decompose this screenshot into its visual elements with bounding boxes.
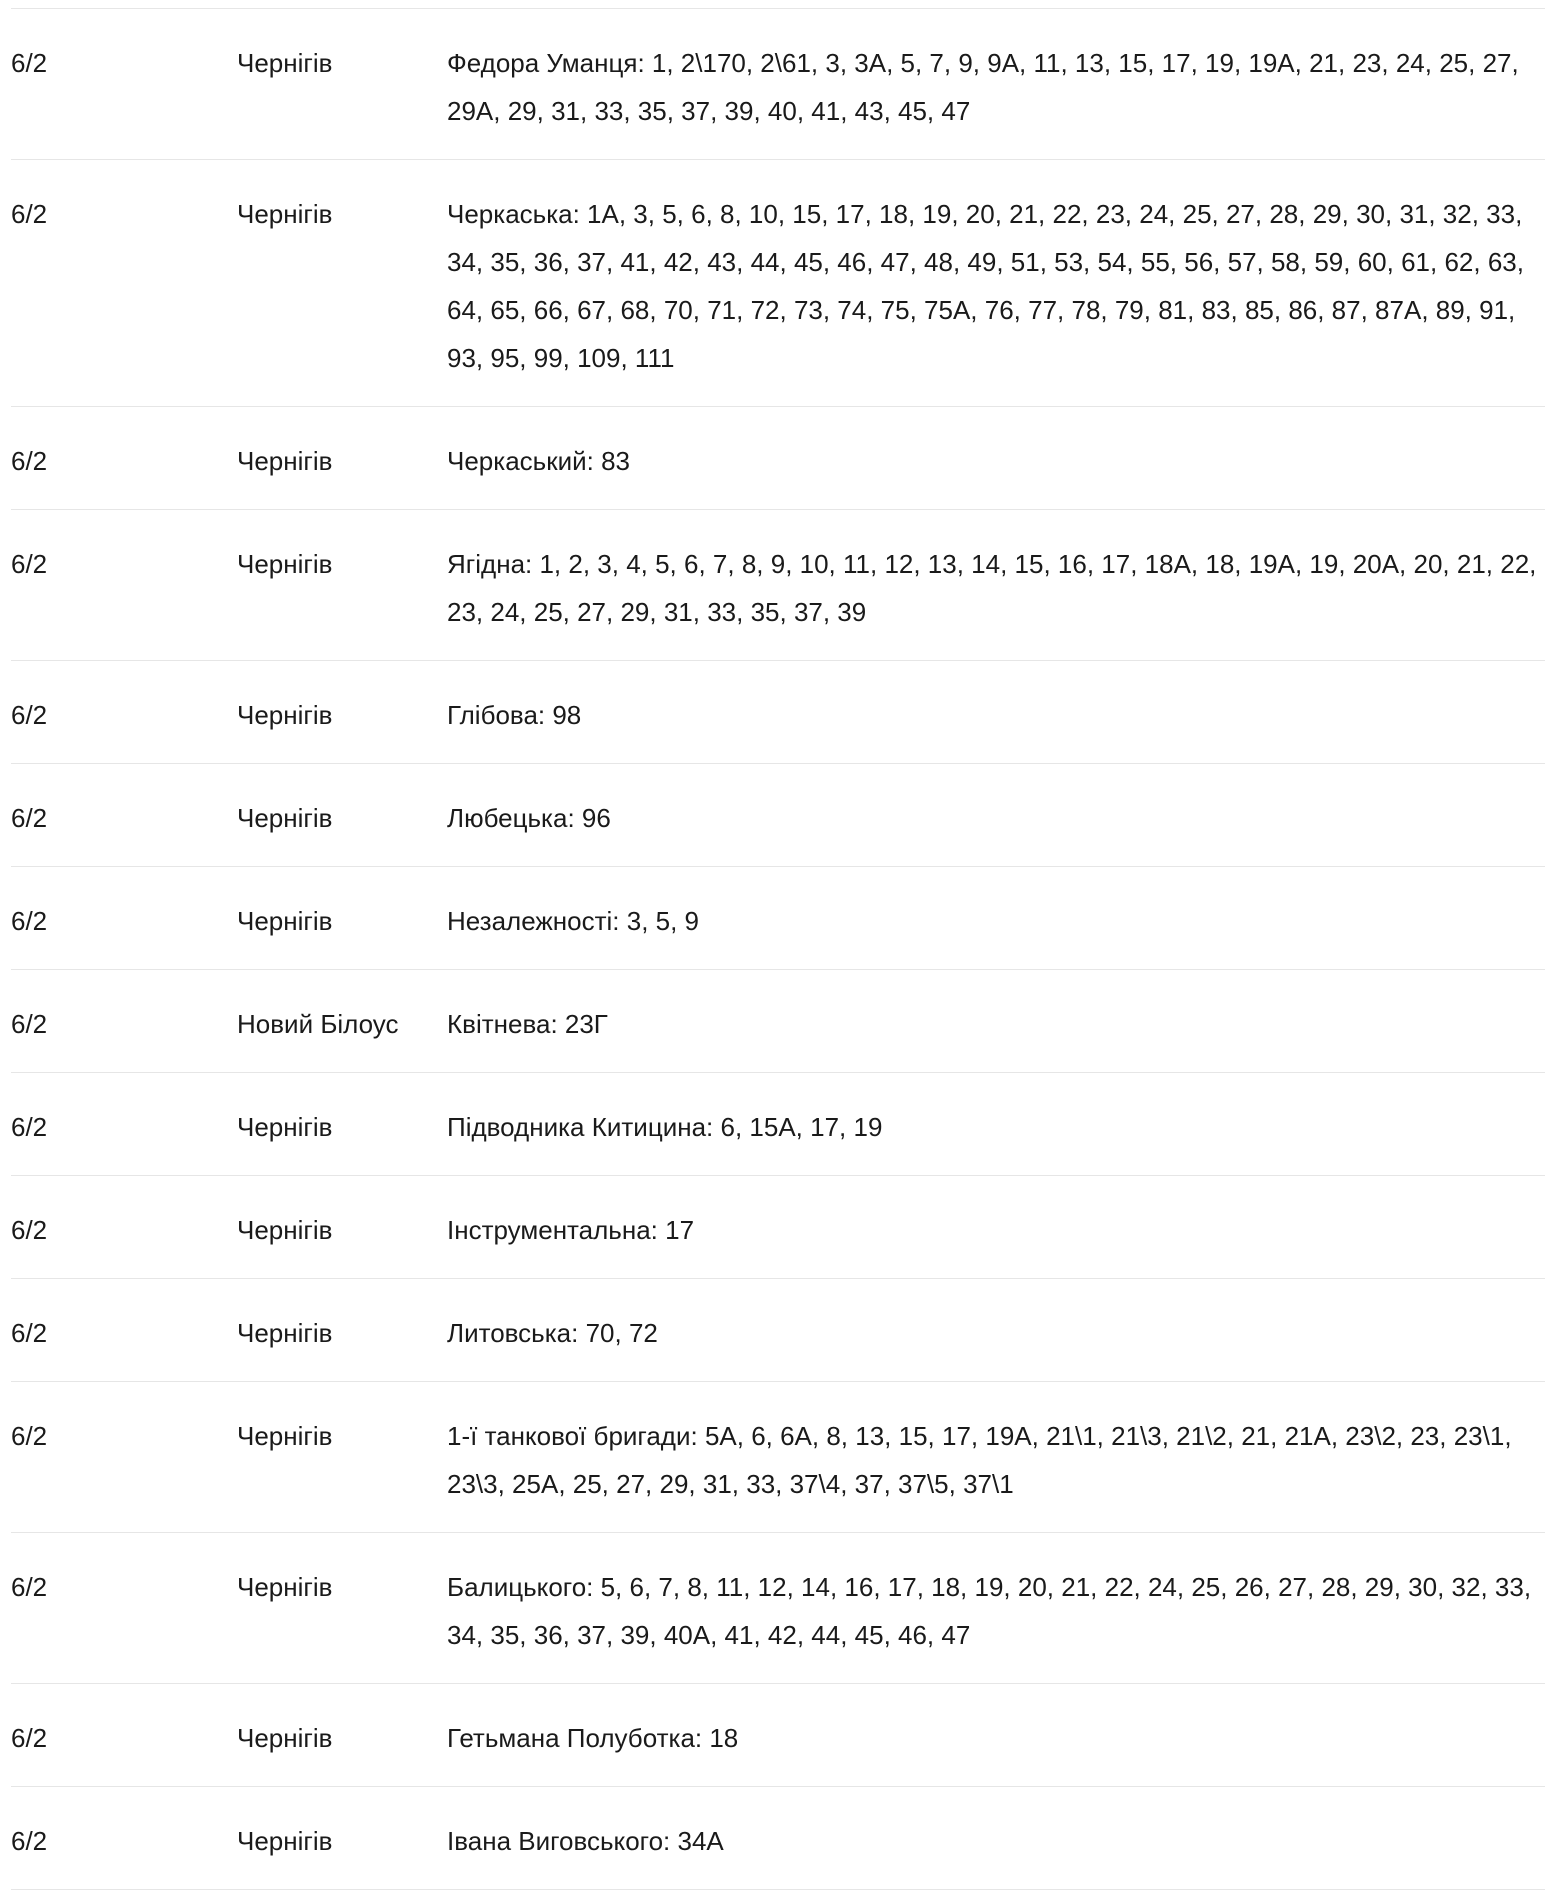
queue-cell: 6/2 — [11, 661, 237, 764]
queue-cell: 6/2 — [11, 764, 237, 867]
city-cell: Чернігів — [237, 1176, 447, 1279]
addresses-cell: Черкаський: 83 — [447, 407, 1545, 510]
city-cell: Чернігів — [237, 661, 447, 764]
table-row — [11, 764, 1545, 867]
table-row — [11, 1382, 1545, 1533]
table-row — [11, 970, 1545, 1073]
queue-cell: 6/2 — [11, 1176, 237, 1279]
table-row — [11, 867, 1545, 970]
queue-cell: 6/2 — [11, 1533, 237, 1684]
city-cell: Новий Білоус — [237, 970, 447, 1073]
city-cell: Чернігів — [237, 764, 447, 867]
outage-schedule-table — [11, 8, 1545, 1890]
addresses-cell: Глібова: 98 — [447, 661, 1545, 764]
queue-cell: 6/2 — [11, 970, 237, 1073]
table-row — [11, 1533, 1545, 1684]
table-row — [11, 407, 1545, 510]
city-cell: Чернігів — [237, 510, 447, 661]
city-cell: Чернігів — [237, 9, 447, 160]
table-row — [11, 1787, 1545, 1890]
addresses-cell: Івана Виговського: 34А — [447, 1787, 1545, 1890]
queue-cell: 6/2 — [11, 1073, 237, 1176]
addresses-cell: Литовська: 70, 72 — [447, 1279, 1545, 1382]
table-row — [11, 510, 1545, 661]
city-cell: Чернігів — [237, 407, 447, 510]
table-row — [11, 1073, 1545, 1176]
queue-cell: 6/2 — [11, 1382, 237, 1533]
addresses-cell: Гетьмана Полуботка: 18 — [447, 1684, 1545, 1787]
city-cell: Чернігів — [237, 1787, 447, 1890]
city-cell: Чернігів — [237, 1073, 447, 1176]
addresses-cell: Незалежності: 3, 5, 9 — [447, 867, 1545, 970]
queue-cell: 6/2 — [11, 407, 237, 510]
city-cell: Чернігів — [237, 1684, 447, 1787]
table-row — [11, 1176, 1545, 1279]
city-cell: Чернігів — [237, 867, 447, 970]
addresses-cell: Федора Уманця: 1, 2\170, 2\61, 3, 3А, 5, 7, 9, 9А, 11, 13, 15, 17, 19, 19А, 21, 23, 24, 25, 27, 29А, 29, 31, 33, 35, 37, 39, 40, 41, 43, 45, 47 — [447, 9, 1545, 160]
addresses-cell: Черкаська: 1А, 3, 5, 6, 8, 10, 15, 17, 18, 19, 20, 21, 22, 23, 24, 25, 27, 28, 29, 30, 31, 32, 33, 34, 35, 36, 37, 41, 42, 43, 44, 45, 46, 47, 48, 49, 51, 53, 54, 55, 56, 57, 58, 59, 60, 61, 62, 63, 64, 65, 66, 67, 68, 70, 71, 72, 73, 74, 75, 75А, 76, 77, 78, 79, 81, 83, 85, 86, 87, 87А, 89, 91, 93, 95, 99, 109, 111 — [447, 160, 1545, 407]
queue-cell: 6/2 — [11, 867, 237, 970]
queue-cell: 6/2 — [11, 510, 237, 661]
addresses-cell: Балицького: 5, 6, 7, 8, 11, 12, 14, 16, 17, 18, 19, 20, 21, 22, 24, 25, 26, 27, 28, 29, 30, 32, 33, 34, 35, 36, 37, 39, 40А, 41, 42, 44, 45, 46, 47 — [447, 1533, 1545, 1684]
city-cell: Чернігів — [237, 160, 447, 407]
queue-cell: 6/2 — [11, 9, 237, 160]
table-row — [11, 160, 1545, 407]
city-cell: Чернігів — [237, 1533, 447, 1684]
city-cell: Чернігів — [237, 1279, 447, 1382]
addresses-cell: Ягідна: 1, 2, 3, 4, 5, 6, 7, 8, 9, 10, 11, 12, 13, 14, 15, 16, 17, 18А, 18, 19А, 19, 20А, 20, 21, 22, 23, 24, 25, 27, 29, 31, 33, 35, 37, 39 — [447, 510, 1545, 661]
addresses-cell: 1-ї танкової бригади: 5А, 6, 6А, 8, 13, 15, 17, 19А, 21\1, 21\3, 21\2, 21, 21А, 23\2, 23, 23\1, 23\3, 25А, 25, 27, 29, 31, 33, 37\4, 37, 37\5, 37\1 — [447, 1382, 1545, 1533]
table-row — [11, 1684, 1545, 1787]
table-row — [11, 1279, 1545, 1382]
addresses-cell: Підводника Китицина: 6, 15А, 17, 19 — [447, 1073, 1545, 1176]
table-row — [11, 9, 1545, 160]
queue-cell: 6/2 — [11, 160, 237, 407]
queue-cell: 6/2 — [11, 1684, 237, 1787]
city-cell: Чернігів — [237, 1382, 447, 1533]
queue-cell: 6/2 — [11, 1787, 237, 1890]
addresses-cell: Інструментальна: 17 — [447, 1176, 1545, 1279]
table-row — [11, 661, 1545, 764]
addresses-cell: Любецька: 96 — [447, 764, 1545, 867]
queue-cell: 6/2 — [11, 1279, 237, 1382]
addresses-cell: Квітнева: 23Г — [447, 970, 1545, 1073]
